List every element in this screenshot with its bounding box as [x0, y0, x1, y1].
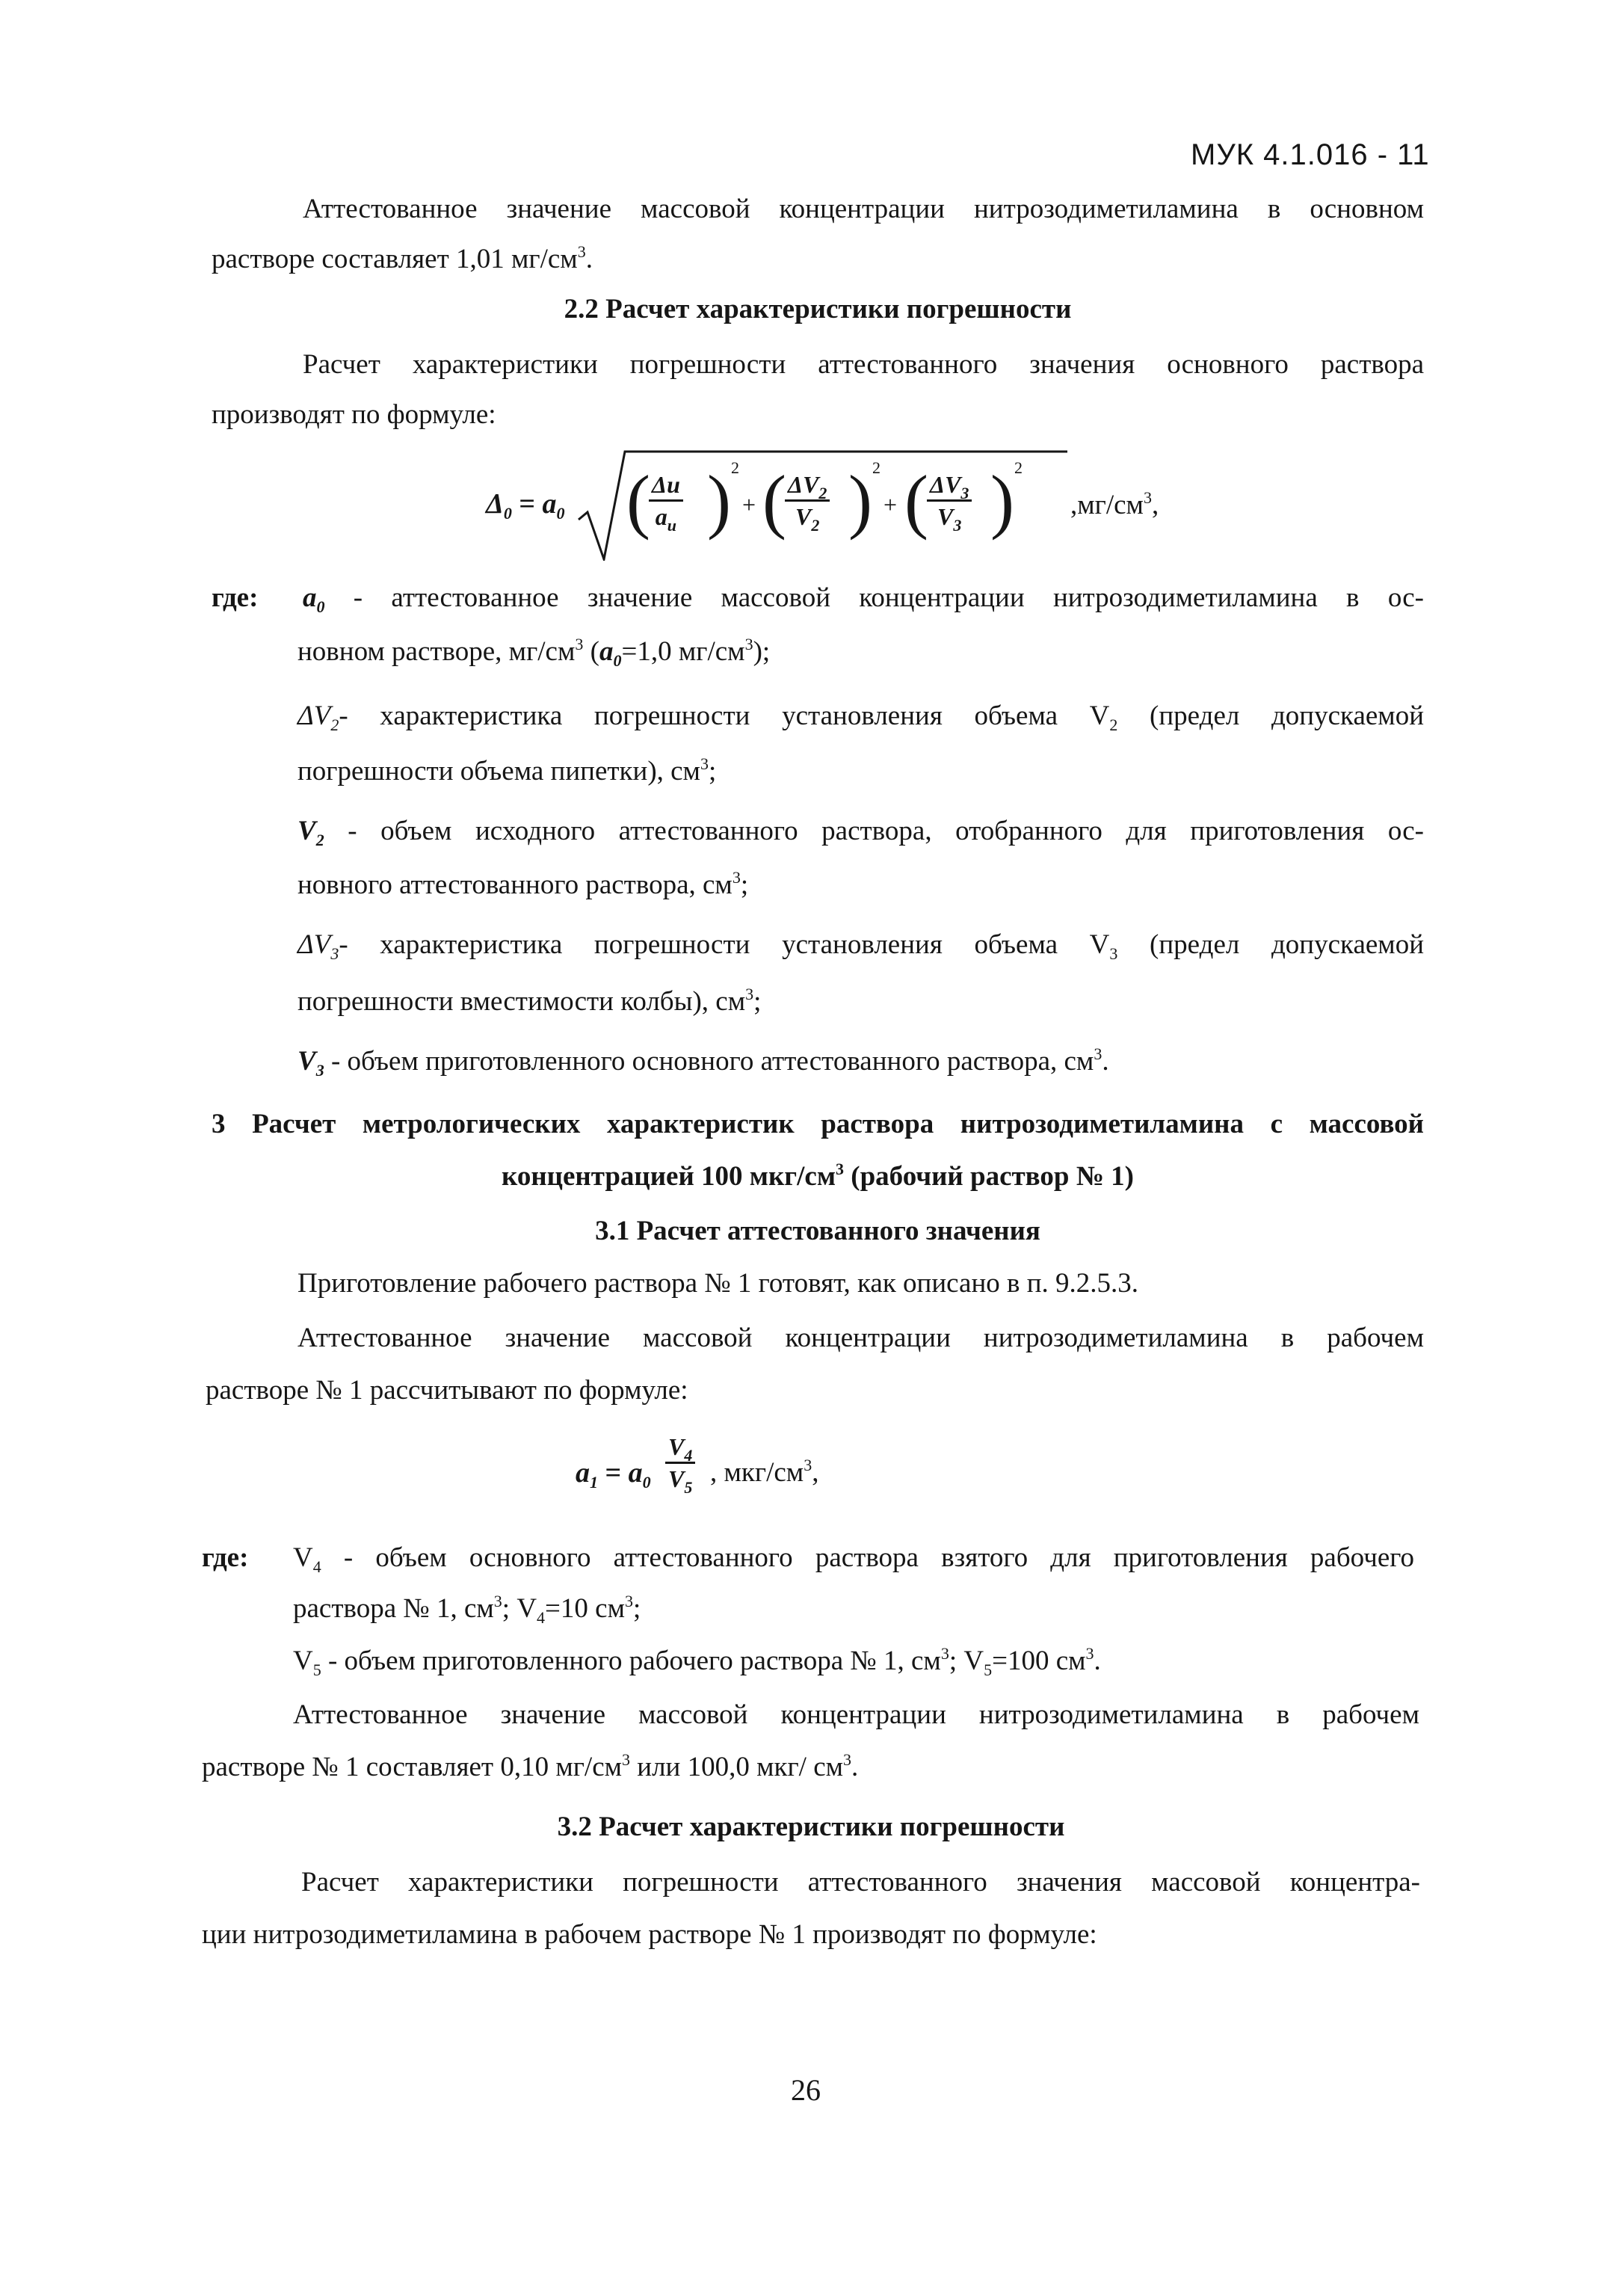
subscript: 0 [642, 1473, 651, 1492]
fraction [785, 470, 830, 535]
superscript: 3 [577, 242, 586, 261]
paragraph-text: производят по формуле: [212, 399, 496, 430]
superscript: 3 [493, 1592, 502, 1610]
paragraph-line [212, 398, 496, 431]
symbol: V [293, 1646, 313, 1676]
coefficient: a [628, 1457, 643, 1489]
subscript: 5 [684, 1478, 693, 1497]
punctuation: . [585, 244, 593, 274]
subscript: 1 [590, 1473, 598, 1492]
superscript: 3 [745, 985, 754, 1003]
symbol: a [303, 582, 317, 613]
symbol: ΔV [297, 701, 331, 731]
page-number-text: 26 [791, 2073, 821, 2107]
delta-symbol: Δ [486, 488, 504, 520]
definition-text: (предел допускаемой [1117, 929, 1425, 960]
document-code-text: МУК 4.1.016 - 11 [1191, 138, 1430, 171]
definition-line [293, 1542, 1414, 1575]
definition-line [297, 815, 1424, 848]
superscript: 3 [622, 1750, 631, 1769]
symbol: V [297, 1046, 316, 1077]
paragraph-text: Аттестованное значение массовой концентрации нитрозодиметиламина в основном [303, 194, 1424, 224]
formula-error-basic-solution: $\Delta_0 = a_0$ ( Δu $a_u$ ) 2 + ( $\Delta V_2$ $V_2$ ) 2 + ( $\Delta V_3$ $V_3$ ) 2 $,мг/см^3$, [486, 449, 1159, 561]
where-label-text: где: [202, 1542, 249, 1573]
punctuation: ; [633, 1593, 641, 1624]
fraction-numerator [785, 470, 830, 502]
fraction [649, 470, 683, 535]
subscript: 2 [315, 831, 324, 849]
paragraph-line [301, 1866, 1420, 1899]
formula-lhs [486, 487, 565, 523]
fraction-numerator [927, 470, 972, 502]
section-heading-text: 2.2 Расчет характеристики погрешности [564, 294, 1072, 324]
definition-text: погрешности вместимости колбы), см [297, 986, 746, 1017]
superscript: 3 [575, 635, 584, 653]
fraction [665, 1432, 695, 1497]
subscript: 3 [960, 484, 969, 502]
paragraph-line [303, 193, 1424, 226]
subscript: 0 [503, 504, 512, 523]
definition-line [297, 929, 1424, 961]
subscript: 0 [556, 504, 565, 523]
subscript: 2 [811, 516, 820, 535]
right-paren: ) [848, 461, 872, 541]
where-label [202, 1542, 248, 1575]
symbol: a [576, 1457, 590, 1489]
definition-line [297, 755, 716, 788]
unit-text: ,мг/см [1070, 490, 1144, 520]
punctuation: ; [753, 986, 762, 1017]
fraction-numerator [665, 1432, 695, 1465]
definition-text: погрешности объема пипетки), см [297, 756, 700, 787]
definition-line [297, 985, 761, 1018]
paragraph-text: растворе № 1 рассчитывают по формуле: [206, 1375, 688, 1406]
definition-line [293, 1592, 641, 1625]
formula-unit [1070, 489, 1159, 522]
symbol: ΔV [297, 929, 331, 960]
formula-lhs [576, 1456, 651, 1492]
paragraph-line [202, 1751, 858, 1784]
definition-text: ; V [502, 1593, 537, 1624]
punctuation: ; [708, 756, 717, 787]
definition-text: =100 см [992, 1646, 1086, 1676]
section-heading-text: 3.1 Расчет аттестованного значения [595, 1216, 1040, 1246]
subscript: 5 [312, 1661, 321, 1679]
paragraph-text: Аттестованное значение массовой концентрации нитрозодиметиламина в рабочем [293, 1699, 1419, 1730]
definition-text: новном растворе, мг/см [297, 636, 576, 667]
section-heading [202, 1811, 1420, 1844]
paragraph-line [212, 243, 593, 276]
definition-text: ( [583, 636, 599, 667]
term-denominator: a [655, 503, 667, 530]
subscript: 4 [312, 1557, 321, 1576]
symbol: V [293, 1542, 313, 1573]
paragraph-line [293, 1699, 1419, 1732]
section-heading-text: 3.2 Расчет характеристики погрешности [557, 1812, 1065, 1842]
section-heading [212, 1160, 1424, 1193]
punctuation: . [1102, 1046, 1109, 1077]
subscript: 2 [1109, 715, 1118, 734]
symbol: a [599, 636, 614, 667]
definition-line [297, 700, 1424, 733]
definition-line [297, 635, 770, 668]
section-heading-text: 3 Расчет метрологических характеристик раствора нитрозодиметиламина с массовой [212, 1109, 1424, 1139]
paragraph-text: Расчет характеристики погрешности аттестованного значения основного раствора [303, 349, 1424, 380]
definition-text: - объем приготовленного рабочего раствора № 1, см [321, 1646, 941, 1676]
punctuation: ); [753, 636, 771, 667]
subscript: 2 [818, 484, 827, 502]
definition-text: =1,0 мг/см [621, 636, 745, 667]
superscript: 3 [625, 1592, 633, 1610]
unit-text: , мкг/см [710, 1457, 804, 1488]
paragraph-text: или 100,0 мкг/ см [630, 1752, 844, 1782]
symbol: V [297, 816, 316, 846]
superscript: 3 [1085, 1644, 1094, 1663]
punctuation: , [812, 1457, 819, 1488]
fraction-denominator [785, 502, 830, 535]
punctuation: , [1151, 490, 1159, 520]
left-paren: ( [904, 461, 928, 541]
definition-text: - объем основного аттестованного раствора взятого для приготовления рабочего [321, 1542, 1414, 1573]
subscript: 4 [537, 1608, 546, 1627]
subscript: 3 [953, 516, 962, 535]
superscript: 3 [1094, 1044, 1102, 1063]
section-heading [212, 1108, 1424, 1141]
definition-text: - объем исходного аттестованного раствора, отобранного для приготовления ос- [324, 816, 1424, 846]
square-root-overline [710, 449, 1069, 456]
subscript: 4 [684, 1446, 693, 1465]
definition-text: раствора № 1, см [293, 1593, 494, 1624]
definition-text: - объем приготовленного основного аттестованного раствора, см [324, 1046, 1094, 1077]
subscript: 0 [613, 651, 622, 670]
superscript: 3 [1143, 488, 1152, 507]
formula-working-solution-1 [576, 1424, 949, 1521]
left-paren: ( [762, 461, 786, 541]
term-numerator: V [668, 1433, 685, 1460]
coefficient: a [542, 488, 557, 520]
fraction-denominator [649, 502, 683, 535]
subscript: 3 [315, 1061, 324, 1080]
definition-line [303, 582, 1424, 615]
section-heading-text: (рабочий раствор № 1) [844, 1161, 1134, 1192]
document-code [1191, 138, 1430, 172]
paragraph-line [297, 1267, 1138, 1300]
right-paren: ) [990, 461, 1014, 541]
subscript: 3 [330, 944, 339, 963]
definition-text: - характеристика погрешности установления объема V [339, 929, 1110, 960]
subscript: 5 [984, 1661, 993, 1679]
subscript: 0 [316, 597, 325, 616]
where-label [212, 582, 258, 615]
definition-text: - аттестованное значение массовой концентрации нитрозодиметиламина в ос- [324, 582, 1424, 613]
formula-unit [710, 1456, 818, 1489]
term-denominator: V [668, 1465, 685, 1492]
definition-text: ; V [949, 1646, 984, 1676]
plus-sign: + [883, 491, 898, 518]
superscript: 3 [836, 1160, 845, 1178]
definition-text: - характеристика погрешности установления объема V [339, 701, 1110, 731]
paragraph-line [297, 1322, 1424, 1355]
plus-sign: + [742, 491, 756, 518]
section-heading-text: концентрацией 100 мкг/см [502, 1161, 836, 1192]
equals-sign: = [598, 1457, 629, 1489]
where-label-text: где: [212, 582, 259, 613]
paragraph-text: растворе составляет 1,01 мг/см [212, 244, 578, 274]
term-numerator: ΔV [788, 471, 819, 498]
superscript: 3 [843, 1750, 852, 1769]
fraction-numerator [649, 470, 683, 499]
superscript: 3 [744, 635, 753, 653]
page-number [791, 2072, 821, 2108]
punctuation: . [1094, 1646, 1101, 1676]
right-paren: ) [707, 461, 731, 541]
definition-line [297, 869, 748, 902]
definition-text: =10 см [545, 1593, 625, 1624]
fraction [927, 470, 972, 535]
paragraph-text: Приготовление рабочего раствора № 1 готовят, как описано в п. 9.2.5.3. [297, 1268, 1139, 1299]
fraction-denominator [665, 1464, 695, 1497]
fraction-denominator [927, 502, 972, 535]
paragraph-text: растворе № 1 составляет 0,10 мг/см [202, 1752, 623, 1782]
paragraph-line [206, 1374, 688, 1407]
term-denominator: V [795, 503, 812, 530]
term-denominator: V [937, 503, 954, 530]
definition-line [293, 1645, 1101, 1678]
paragraph-line [303, 348, 1424, 381]
superscript: 3 [700, 754, 709, 773]
punctuation: ; [740, 870, 749, 900]
paragraph-text: Аттестованное значение массовой концентрации нитрозодиметиламина в рабочем [297, 1323, 1424, 1353]
term-numerator: ΔV [930, 471, 961, 498]
definition-text: (предел допускаемой [1117, 701, 1425, 731]
paragraph-line [202, 1918, 1097, 1951]
equals-sign: = [511, 488, 543, 520]
section-heading [212, 1215, 1424, 1248]
paragraph-text: ции нитрозодиметиламина в рабочем растворе № 1 производят по формуле: [202, 1919, 1097, 1950]
left-paren: ( [626, 461, 650, 541]
paragraph-text: Расчет характеристики погрешности аттестованного значения массовой концентра- [301, 1867, 1420, 1898]
subscript: 2 [330, 715, 339, 734]
superscript: 3 [804, 1456, 812, 1474]
subscript: u [667, 516, 677, 535]
section-heading [212, 293, 1424, 326]
superscript: 3 [940, 1644, 949, 1663]
definition-line [297, 1045, 1109, 1078]
superscript: 3 [732, 868, 741, 887]
definition-text: новного аттестованного раствора, см [297, 870, 733, 900]
subscript: 3 [1109, 944, 1118, 963]
term-numerator: Δu [652, 471, 680, 498]
punctuation: . [851, 1752, 859, 1782]
